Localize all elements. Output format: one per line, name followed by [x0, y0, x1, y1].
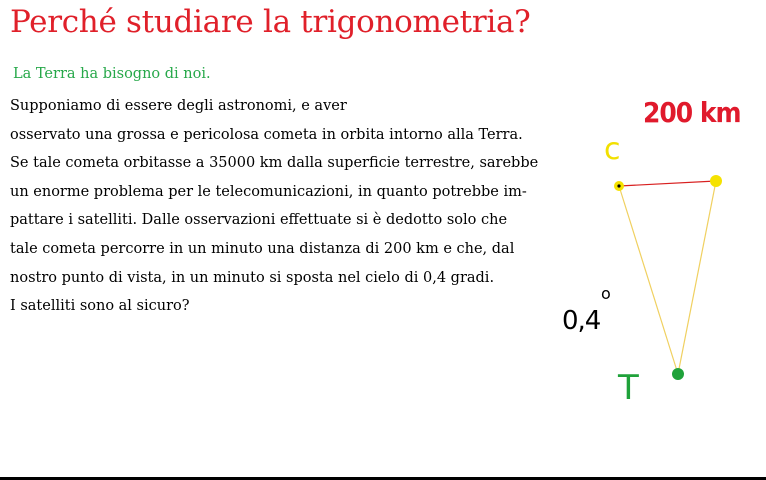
distance-line: [619, 181, 716, 186]
problem-paragraph: [10, 94, 570, 323]
comet-end-point: [710, 175, 722, 187]
paragraph-line: un enorme problema per le telecomunicazioni, in quanto potrebbe im-: [10, 183, 527, 200]
line-comet-end-to-earth: [678, 181, 716, 374]
paragraph-line: I satelliti sono al sicuro?: [10, 298, 190, 315]
slide-subtitle: La Terra ha bisogno di noi.: [13, 66, 211, 82]
paragraph-line: Supponiamo di essere degli astronomi, e aver: [10, 98, 347, 114]
earth-point: [672, 368, 684, 380]
comet-start-marker: [617, 184, 620, 187]
paragraph-line: nostro punto di vista, in un minuto si sposta nel cielo di 0,4 gradi.: [10, 269, 495, 286]
paragraph-line: pattare i satelliti. Dalle osservazioni effettuate si è dedotto solo che: [10, 212, 508, 229]
distance-label: 200 km: [643, 96, 741, 129]
angle-label: 0,4: [562, 306, 601, 336]
degree-mark: o: [601, 284, 611, 303]
earth-label: T: [618, 368, 639, 408]
paragraph-line: osservato una grossa e pericolosa cometa in orbita intorno alla Terra.: [10, 126, 523, 143]
paragraph-line: tale cometa percorre in un minuto una distanza di 200 km e che, dal: [10, 240, 515, 257]
line-comet-to-earth: [619, 186, 678, 374]
paragraph-line: Se tale cometa orbitasse a 35000 km dalla superficie terrestre, sarebbe: [10, 155, 539, 172]
slide-title: Perché studiare la trigonometria?: [10, 4, 531, 40]
comet-label: c: [604, 132, 621, 167]
triangle-sketch: [540, 80, 766, 440]
